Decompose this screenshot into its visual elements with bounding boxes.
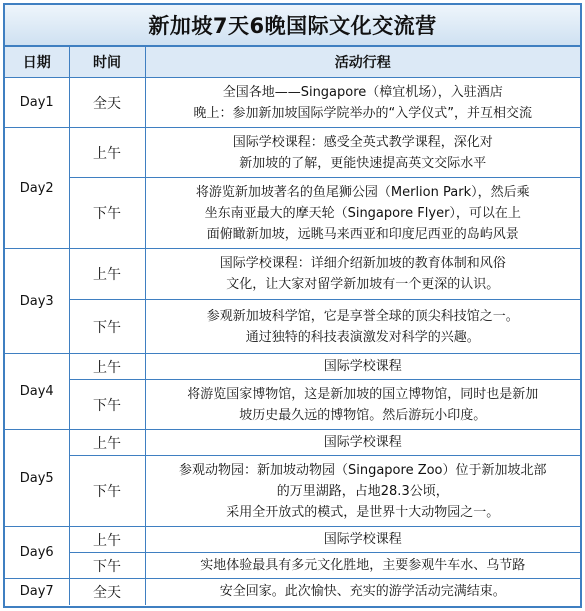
itinerary-table bbox=[5, 47, 580, 605]
time-cell: 上午 bbox=[69, 249, 145, 300]
activity-line: 将游览国家博物馆，这是新加坡的国立博物馆，同时也是新加 bbox=[187, 386, 539, 402]
activity-line: 国际学校课程：详细介绍新加坡的教育体制和风俗 bbox=[219, 256, 506, 271]
day-cell: Day4 bbox=[5, 354, 69, 430]
table-row bbox=[5, 456, 580, 527]
activity-cell bbox=[145, 579, 580, 605]
page-title: 新加坡7天6晚国际文化交流营 bbox=[5, 5, 580, 47]
activity-line: 将游览新加坡著名的鱼尾狮公园（Merlion Park），然后乘 bbox=[195, 184, 530, 200]
activity-cell bbox=[145, 553, 580, 579]
time-cell: 下午 bbox=[69, 553, 145, 579]
activity-line: 通过独特的科技表演激发对科学的兴趣。 bbox=[245, 329, 480, 345]
time-cell: 上午 bbox=[69, 527, 145, 553]
header-row bbox=[5, 47, 580, 78]
activity-cell bbox=[145, 128, 580, 178]
time-cell: 上午 bbox=[69, 430, 145, 456]
activity-cell bbox=[145, 354, 580, 380]
activity-cell bbox=[145, 178, 580, 249]
activity-line: 新加坡的了解，更能快速提高英文交际水平 bbox=[239, 155, 487, 171]
time-cell: 下午 bbox=[69, 456, 145, 527]
activity-line: 采用全开放式的模式，是世界十大动物园之一。 bbox=[226, 504, 500, 520]
table-row bbox=[5, 249, 580, 300]
time-cell: 全天 bbox=[69, 78, 145, 128]
activity-line: 国际学校课程 bbox=[323, 435, 402, 450]
activity-line: 文化，让大家对留学新加坡有一个更深的认识。 bbox=[226, 277, 500, 292]
activity-line: 坐东南亚最大的摩天轮（Singapore Flyer），可以在上 bbox=[204, 205, 521, 221]
table-row bbox=[5, 354, 580, 380]
activity-cell bbox=[145, 527, 580, 553]
table-row bbox=[5, 430, 580, 456]
schedule-body bbox=[5, 78, 580, 605]
activity-cell bbox=[145, 300, 580, 354]
table-row bbox=[5, 380, 580, 430]
table-row bbox=[5, 300, 580, 354]
activity-cell bbox=[145, 380, 580, 430]
table-row bbox=[5, 128, 580, 178]
activity-cell bbox=[145, 249, 580, 300]
table-row bbox=[5, 527, 580, 553]
day-cell: Day5 bbox=[5, 430, 69, 527]
time-cell: 下午 bbox=[69, 178, 145, 249]
day-cell: Day1 bbox=[5, 78, 69, 128]
table-row bbox=[5, 579, 580, 605]
day-cell: Day7 bbox=[5, 579, 69, 605]
table-row bbox=[5, 78, 580, 128]
activity-line: 的万里湖路，占地28.3公顷， bbox=[276, 483, 449, 499]
header-date: 日期 bbox=[5, 47, 69, 78]
itinerary-frame bbox=[3, 3, 582, 608]
activity-line: 面俯瞰新加坡，远眺马来西亚和印度尼西亚的岛屿风景 bbox=[206, 226, 519, 242]
activity-line: 国际学校课程 bbox=[323, 532, 402, 547]
activity-line: 晚上：参加新加坡国际学院举办的“入学仪式”，并互相交流 bbox=[193, 105, 532, 121]
activity-line: 坡历史最久远的博物馆。然后游玩小印度。 bbox=[239, 407, 487, 423]
time-cell: 上午 bbox=[69, 128, 145, 178]
day-cell: Day6 bbox=[5, 527, 69, 579]
activity-line: 全国各地——Singapore（樟宜机场），入驻酒店 bbox=[222, 84, 503, 100]
activity-cell bbox=[145, 430, 580, 456]
time-cell: 上午 bbox=[69, 354, 145, 380]
activity-line: 国际学校课程 bbox=[323, 359, 402, 374]
activity-line: 安全回家。此次愉快、充实的游学活动完满结束。 bbox=[219, 584, 506, 600]
activity-cell bbox=[145, 456, 580, 527]
day-cell: Day2 bbox=[5, 128, 69, 249]
header-activity: 活动行程 bbox=[145, 47, 580, 78]
table-row bbox=[5, 178, 580, 249]
activity-cell bbox=[145, 78, 580, 128]
day-cell: Day3 bbox=[5, 249, 69, 354]
header-time: 时间 bbox=[69, 47, 145, 78]
activity-line: 国际学校课程：感受全英式教学课程，深化对 bbox=[232, 134, 493, 150]
time-cell: 下午 bbox=[69, 380, 145, 430]
table-row bbox=[5, 553, 580, 579]
time-cell: 全天 bbox=[69, 579, 145, 605]
time-cell: 下午 bbox=[69, 300, 145, 354]
activity-line: 参观新加坡科学馆，它是享誉全球的顶尖科技馆之一。 bbox=[206, 308, 519, 324]
activity-line: 实地体验最具有多元文化胜地，主要参观牛车水、乌节路 bbox=[200, 558, 526, 573]
activity-line: 参观动物园：新加坡动物园（Singapore Zoo）位于新加坡北部 bbox=[178, 462, 547, 478]
